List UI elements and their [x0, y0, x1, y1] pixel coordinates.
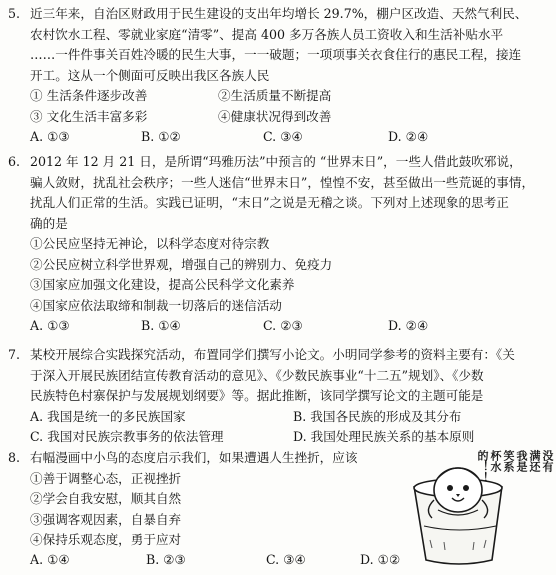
answer-option-a[interactable]: A. 我国是统一的多民族国家: [30, 408, 186, 424]
answer-option-d[interactable]: D. ①②: [360, 552, 401, 567]
question-text: ……一件件事关百姓冷暖的民生大事，一一破题；一项项事关衣食住行的惠民工程，接连: [30, 47, 522, 62]
answer-option-d[interactable]: D. ②④: [388, 129, 429, 144]
caption-column: 没有: [541, 450, 554, 472]
question-7: [8, 345, 548, 448]
caption-column: 的！！: [476, 450, 489, 483]
statement-item: ②生活质量不断提高: [218, 88, 332, 103]
caption-column: 我是: [515, 450, 528, 472]
question-number: 7.: [8, 347, 21, 362]
answer-option-b[interactable]: B. ①④: [141, 318, 181, 333]
statement-item: ①公民应坚持无神论，以科学态度对待宗教: [30, 236, 270, 251]
answer-option-a[interactable]: A. ①③: [30, 129, 70, 144]
question-text: 于深入开展民族团结宣传教育活动的意见》、《少数民族事业“十二五”规划》、《少数: [30, 367, 484, 383]
statement-item: ③强调客观因素，自暴自弃: [30, 511, 182, 527]
question-number: 5.: [8, 6, 21, 21]
statement-item: ④保持乐观态度，勇于应对: [30, 532, 182, 547]
statement-item: ③国家应加强文化建设，提高公民科学文化素养: [30, 277, 295, 292]
cartoon-caption: [476, 450, 554, 538]
statement-item: ③ 文化生活丰富多彩: [30, 108, 148, 124]
question-8-options: [8, 550, 418, 571]
answer-option-c[interactable]: C. 我国对民族宗教事务的依法管理: [30, 429, 224, 444]
question-number: 8.: [8, 450, 21, 465]
statement-item: ②学会自我安慰，顺其自然: [30, 491, 182, 506]
answer-option-c[interactable]: C. ③④: [266, 552, 306, 567]
question-text: 2012 年 12 月 21 日，是所谓“玛雅历法”中预言的 “世界末日”，一些人借此鼓吹邪说，: [30, 154, 522, 169]
question-text: 民族特色村寨保护与发展规划纲要》等。据此推断，该同学撰写论文的主题可能是: [30, 388, 484, 403]
question-text: 右幅漫画中小鸟的态度启示我们，如果遭遇人生挫折，应该: [30, 450, 358, 465]
question-5: [8, 4, 548, 148]
answer-option-c[interactable]: C. ②③: [263, 318, 303, 333]
answer-option-a[interactable]: A. ①③: [30, 318, 70, 333]
question-number: 6.: [8, 154, 21, 169]
answer-option-d[interactable]: D. 我国处理民族关系的基本原则: [293, 429, 475, 444]
bird-eye-left: [447, 485, 453, 491]
answer-option-a[interactable]: A. ①④: [30, 552, 70, 567]
question-text: 近三年来，自治区财政用于民生建设的支出年均增长 29.7%，棚户区改造、天然气利民、: [30, 6, 528, 21]
answer-option-b[interactable]: B. ②③: [146, 552, 186, 567]
answer-option-b[interactable]: B. 我国各民族的形成及其分布: [293, 408, 462, 424]
statement-item: ②公民应树立科学世界观，增强自己的辨别力、免疫力: [30, 256, 333, 272]
question-text: 扰乱人们正常的生活。实践已证明，“末日”之说是无稽之谈。下列对上述现象的思考正: [30, 195, 509, 210]
bird-eye-right: [463, 485, 469, 491]
question-text: 骗人敛财，扰乱社会秩序；一些人迷信“世界末日”，惶惶不安，甚至做出一些荒诞的事情，: [30, 174, 535, 190]
question-text: 某校开展综合实践探究活动，布置同学们撰写小论文。小明同学参考的资料主要有：《关: [30, 347, 515, 362]
caption-column: 笑系: [502, 450, 515, 472]
answer-option-b[interactable]: B. ①②: [141, 129, 181, 144]
answer-option-d[interactable]: D. ②④: [388, 318, 429, 333]
statement-item: ④国家应依法取缔和制裁一切落后的迷信活动: [30, 297, 282, 313]
question-text: 开工。这从一个侧面可反映出我区各族人民: [30, 67, 270, 83]
cartoon-illustration: [404, 448, 554, 568]
caption-column: 杯水: [489, 450, 502, 472]
question-text: 确的是: [30, 215, 68, 231]
statement-item: ④健康状况得到改善: [218, 108, 332, 124]
statement-item: ① 生活条件逐步改善: [30, 88, 148, 103]
answer-option-c[interactable]: C. ③④: [263, 129, 303, 144]
question-8: [8, 448, 408, 551]
question-6: [8, 152, 548, 337]
question-text: 农村饮水工程、零就业家庭“清零”、提高 400 多万各族人员工资收入和生活补贴水平: [30, 26, 504, 42]
caption-column: 满还: [528, 450, 541, 472]
statement-item: ①善于调整心态，正视挫折: [30, 470, 182, 486]
